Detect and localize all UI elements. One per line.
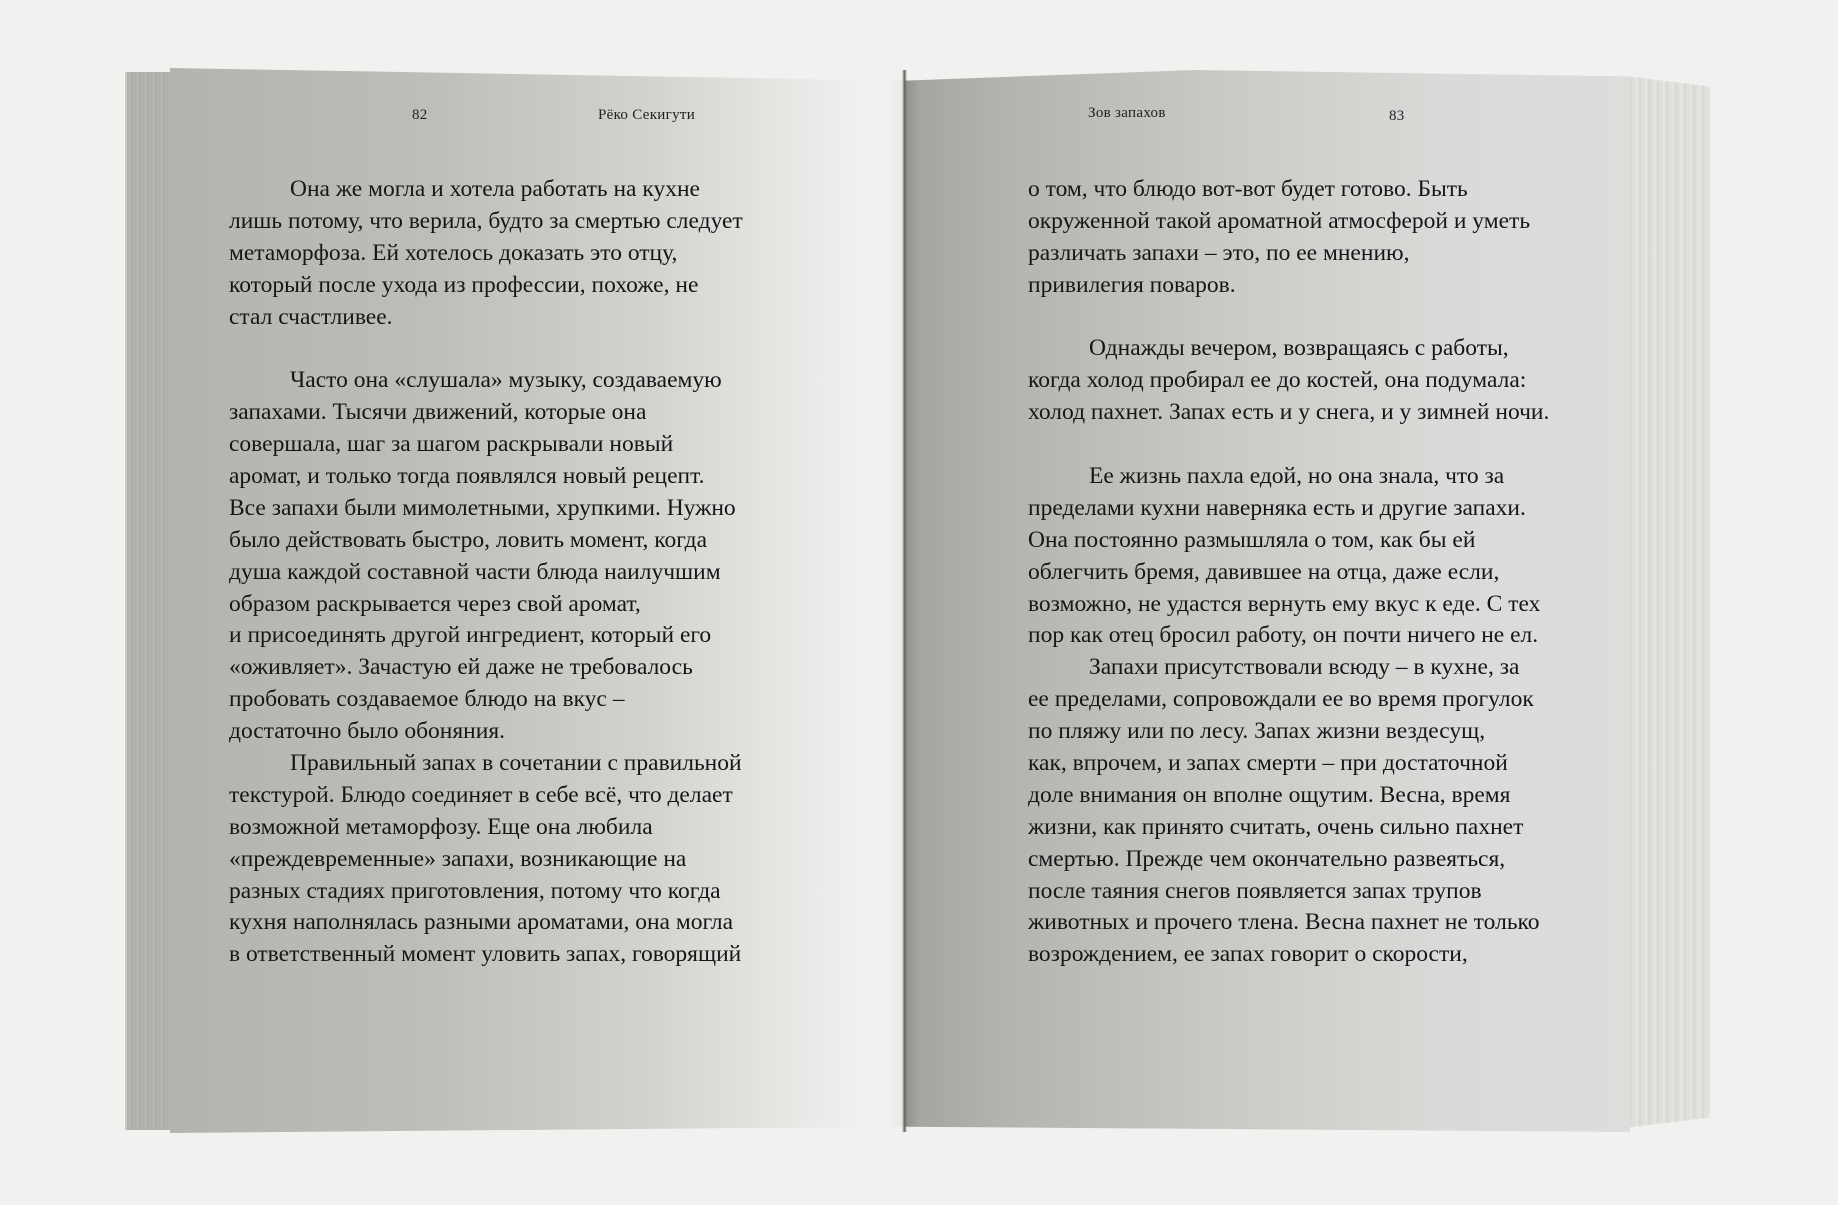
text-line: Она же могла и хотела работать на кухне	[290, 176, 700, 202]
text-line: холод пахнет. Запах есть и у снега, и у зимней ночи.	[1028, 399, 1550, 426]
text-line: как, впрочем, и запах смерти – при достаточной	[1028, 750, 1508, 777]
paragraph	[229, 748, 743, 971]
paragraph-gap	[1028, 302, 1549, 334]
left-page-edges	[127, 72, 177, 1130]
text-line: жизни, как принято считать, очень сильно пахнет	[1028, 813, 1524, 840]
text-line: привилегия поваров.	[1028, 271, 1236, 298]
text-line: окруженной такой ароматной атмосферой и уметь	[1028, 207, 1531, 234]
text-line: кухня наполнялась разными ароматами, она могла	[229, 909, 734, 936]
text-line: лишь потому, что верила, будто за смертью следует	[229, 207, 743, 234]
paragraph	[229, 365, 743, 748]
right-page-edges	[1625, 76, 1710, 1128]
text-line: аромат, и только тогда появлялся новый рецепт.	[229, 463, 705, 490]
text-line: Запахи присутствовали всюду – в кухне, за	[1089, 654, 1520, 681]
right-running-header: Зов запахов	[1088, 105, 1166, 121]
book-spine	[902, 70, 907, 1132]
text-line: пробовать создаваемое блюдо на вкус –	[229, 686, 625, 713]
text-line: образом раскрывается через свой аромат,	[229, 590, 641, 617]
paragraph	[1028, 652, 1549, 971]
text-line: возможно, не удастся вернуть ему вкус к еде. С тех	[1028, 590, 1541, 617]
paragraph	[229, 174, 743, 333]
text-line: животных и прочего тлена. Весна пахнет не только	[1028, 909, 1540, 936]
text-line: разных стадиях приготовления, потому что когда	[229, 877, 721, 904]
text-line: доле внимания он вполне ощутим. Весна, время	[1028, 781, 1511, 808]
text-line: смертью. Прежде чем окончательно развеяться,	[1028, 845, 1506, 872]
text-line: достаточно было обоняния.	[229, 718, 505, 745]
paragraph-gap	[1028, 429, 1549, 461]
right-page-body	[1028, 174, 1549, 971]
text-line: по пляжу или по лесу. Запах жизни вездесущ,	[1028, 718, 1486, 745]
text-line: Ее жизнь пахла едой, но она знала, что за	[1089, 463, 1505, 490]
text-line: ее пределами, сопровождали ее во время прогулок	[1028, 686, 1534, 713]
text-line: «оживляет». Зачастую ей даже не требовалось	[229, 654, 693, 681]
text-line: было действовать быстро, ловить момент, когда	[229, 526, 708, 553]
left-page-number: 82	[412, 107, 428, 123]
text-line: возрождением, ее запах говорит о скорости,	[1028, 941, 1468, 968]
text-line: Правильный запах в сочетании с правильной	[290, 750, 742, 777]
text-line: Все запахи были мимолетными, хрупкими. Нужно	[229, 494, 736, 521]
text-line: облегчить бремя, давившее на отца, даже если,	[1028, 558, 1500, 585]
text-line: метаморфоза. Ей хотелось доказать это отцу,	[229, 239, 678, 266]
text-line: о том, что блюдо вот-вот будет готово. Быть	[1028, 176, 1468, 202]
text-line: пределами кухни наверняка есть и другие запахи.	[1028, 494, 1526, 521]
paragraph	[1028, 461, 1549, 652]
left-page-body	[229, 174, 743, 971]
text-line: текстурой. Блюдо соединяет в себе всё, что делает	[229, 781, 733, 808]
right-page-number: 83	[1389, 108, 1405, 124]
text-line: возможной метаморфозу. Еще она любила	[229, 813, 653, 840]
text-line: различать запахи – это, по ее мнению,	[1028, 239, 1410, 266]
text-line: в ответственный момент уловить запах, говорящий	[229, 941, 742, 968]
text-line: пор как отец бросил работу, он почти ничего не ел.	[1028, 622, 1539, 649]
text-line: когда холод пробирал ее до костей, она подумала:	[1028, 367, 1527, 394]
text-line: Она постоянно размышляла о том, как бы ей	[1028, 526, 1476, 553]
text-line: Однажды вечером, возвращаясь с работы,	[1089, 335, 1509, 362]
left-running-header: Рёко Секигути	[598, 107, 696, 123]
text-line: запахами. Тысячи движений, которые она	[229, 399, 647, 426]
paragraph	[1028, 174, 1549, 302]
paragraph	[1028, 333, 1549, 429]
text-line: душа каждой составной части блюда наилучшим	[229, 558, 721, 585]
text-line: «преждевременные» запахи, возникающие на	[229, 845, 687, 872]
text-line: и присоединять другой ингредиент, который его	[229, 622, 712, 649]
paragraph-gap	[229, 333, 743, 365]
text-line: стал счастливее.	[229, 303, 393, 330]
text-line: совершала, шаг за шагом раскрывали новый	[229, 431, 674, 458]
text-line: Часто она «слушала» музыку, создаваемую	[290, 367, 722, 394]
text-line: после таяния снегов появляется запах трупов	[1028, 877, 1482, 904]
text-line: который после ухода из профессии, похоже, не	[229, 271, 699, 298]
